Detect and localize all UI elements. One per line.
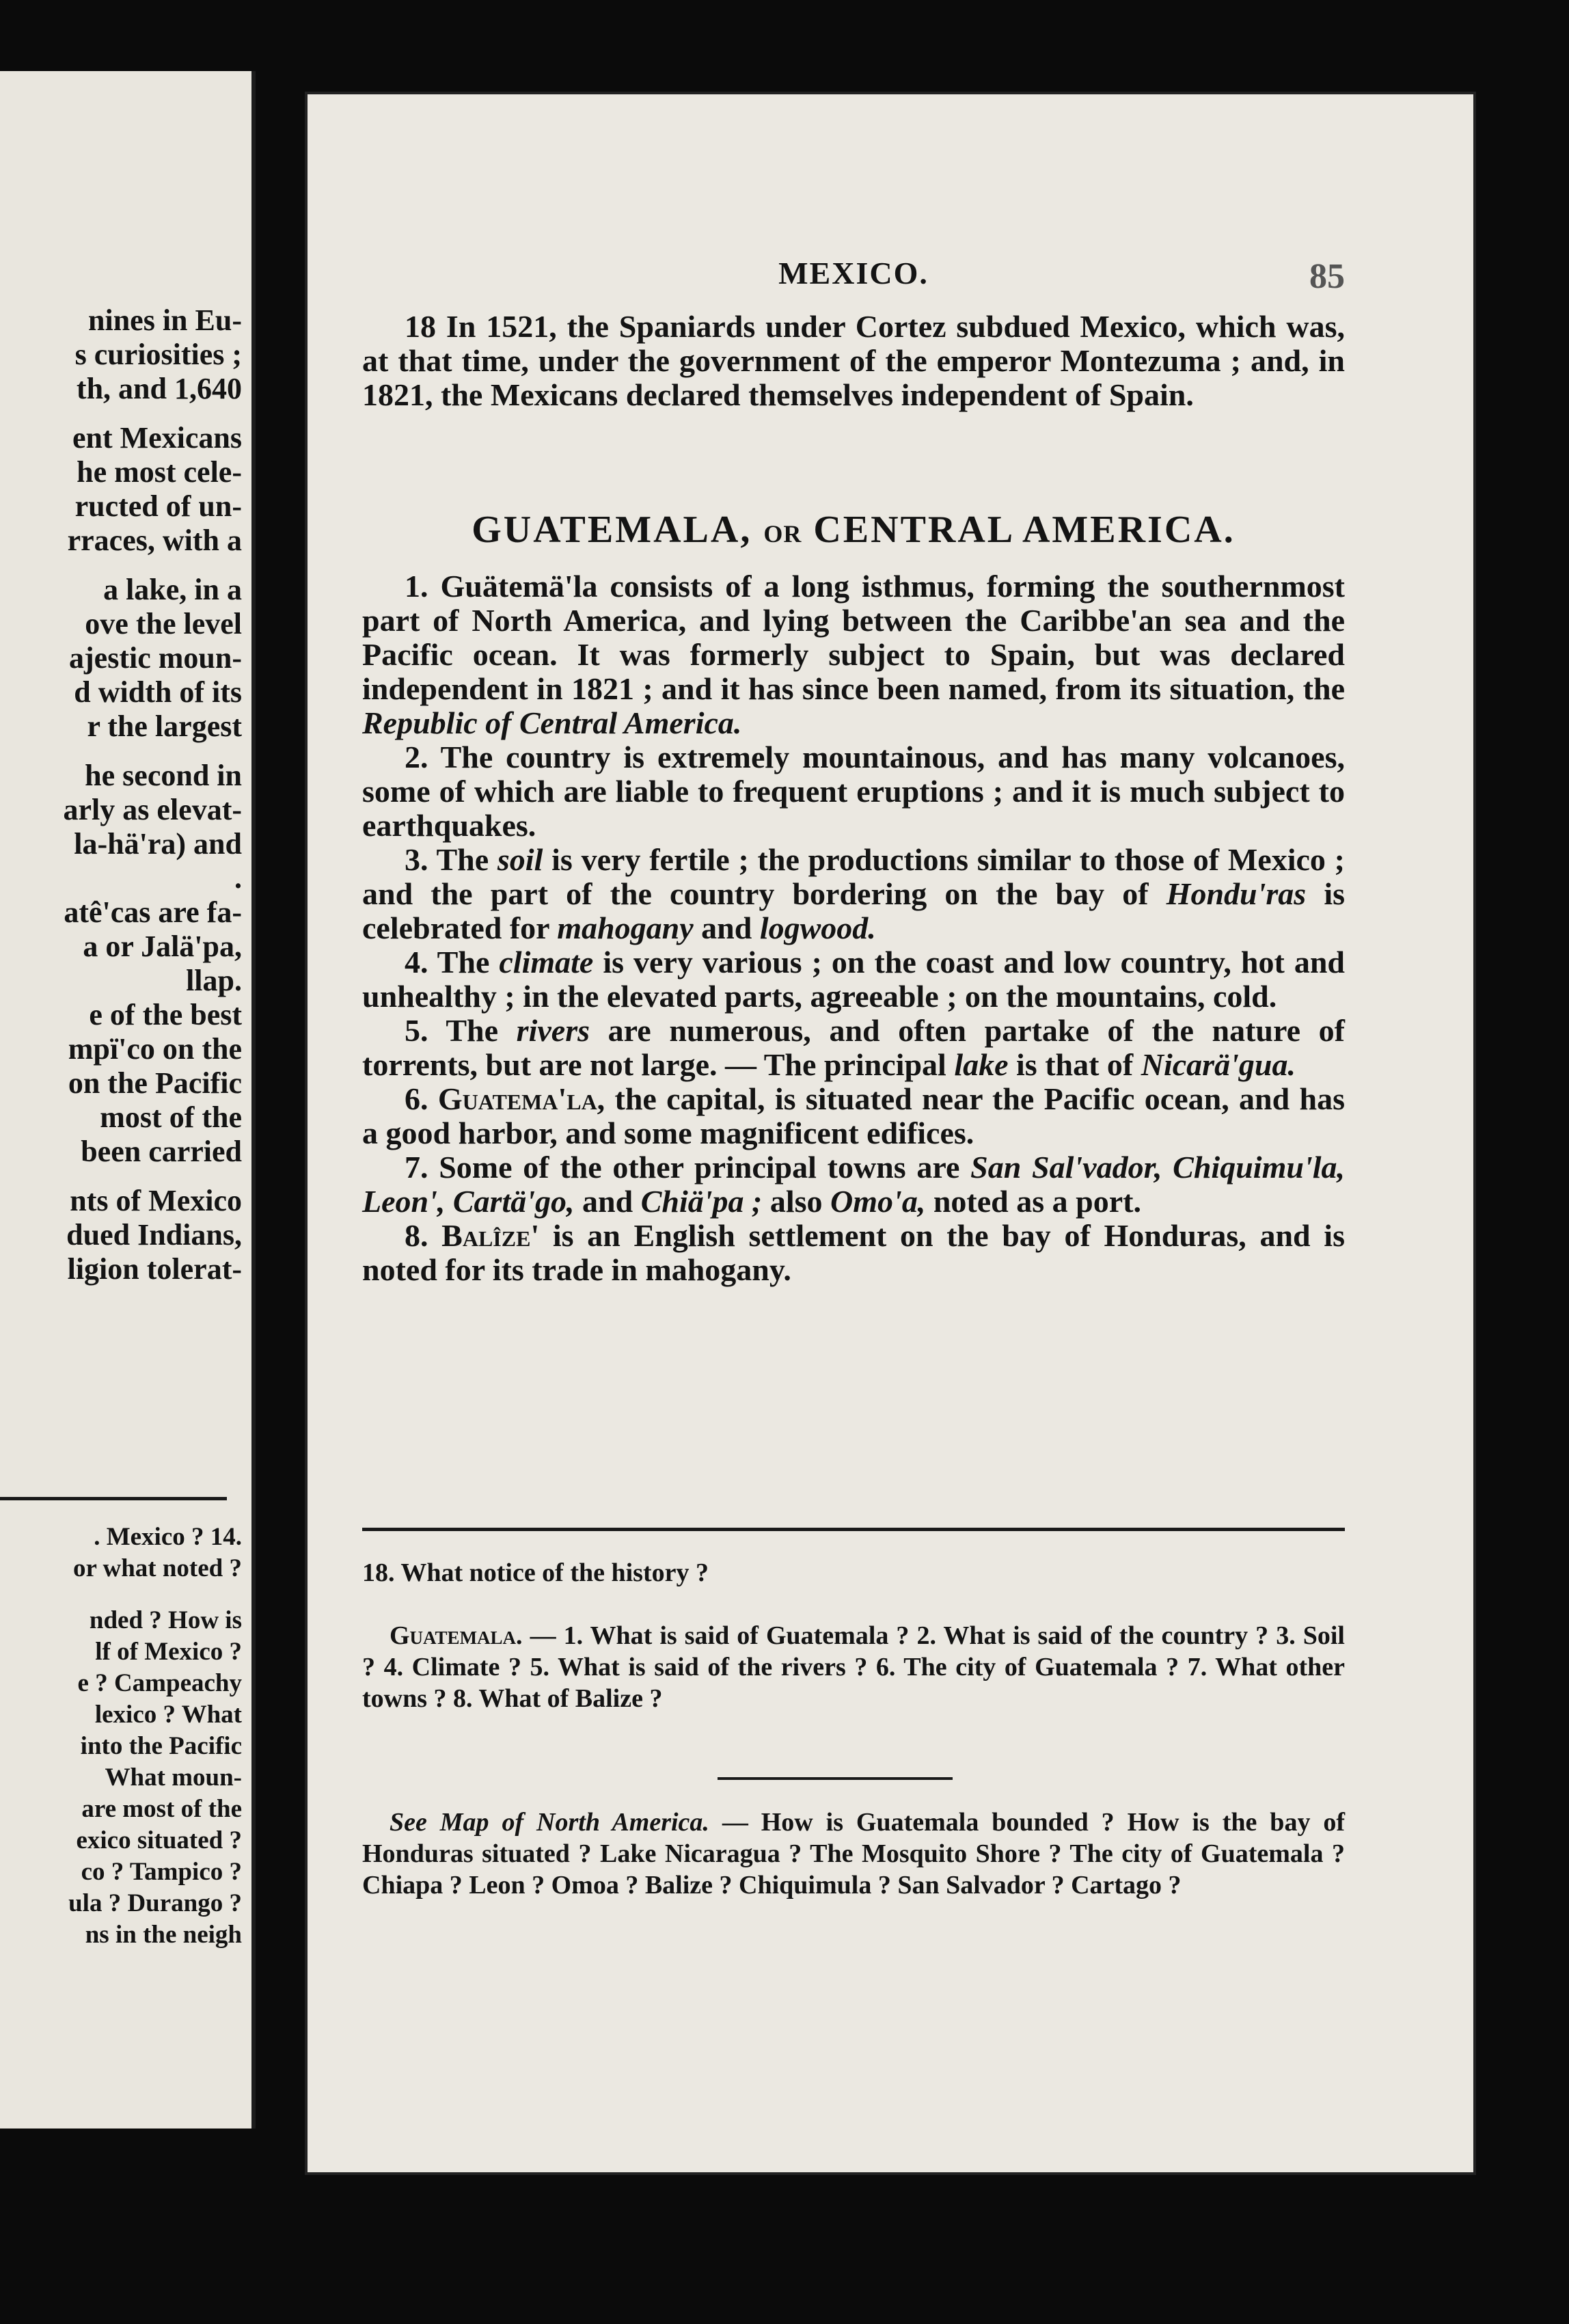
left-page-question-line: into the Pacific [80, 1732, 242, 1760]
left-page-question-line: What moun- [105, 1764, 242, 1792]
map-questions [362, 1807, 1345, 1901]
p3-mahogany: mahogany [557, 910, 694, 945]
left-page-line: rraces, with a [67, 524, 242, 557]
left-page-question-line: ula ? Durango ? [68, 1889, 242, 1917]
history-paragraph [362, 310, 1345, 412]
guatemala-questions [362, 1620, 1345, 1714]
left-page-line: ent Mexicans [72, 421, 242, 455]
paragraph-3 [362, 843, 1345, 945]
paragraph-6 [362, 1082, 1345, 1150]
heading-main: GUATEMALA, [472, 509, 752, 551]
p5-nicaragua: Nicarä'gua. [1141, 1047, 1296, 1082]
map-question-text: — How is Guatemala bounded ? How is the bay of Honduras situated ? Lake Nicaragua ? The Mosquito Shore ? The city of Guatemala ? Chiapa ? Leon ? Omoa ? Balize ? Chiquimula ? San Salvador ? Cartago ? [362, 1808, 1345, 1900]
p5-text-c: is that of [1008, 1047, 1141, 1082]
p3-text-d: and [693, 910, 760, 945]
left-page-line: ligion tolerat- [67, 1252, 242, 1286]
p8-balize: Balîze' [441, 1218, 540, 1253]
right-page [308, 94, 1473, 2172]
left-page-line: th, and 1,640 [76, 372, 242, 405]
guatemala-question-text: — 1. What is said of Guatemala ? 2. What is said of the country ? 3. Soil ? 4. Climate ? 5. What is said of the rivers ? 6. The city of Guatemala ? 7. What other towns ? 8. What of Balize ? [362, 1621, 1345, 1713]
guatemala-question-list [362, 1620, 1345, 1714]
p7-text-b: and [574, 1184, 641, 1219]
left-page-line: atê'cas are fa- [64, 895, 242, 929]
p3-text-a: 3. The [405, 842, 497, 877]
section-rule [362, 1528, 1345, 1531]
left-page-fragment [0, 71, 256, 2129]
left-page-line: mpï'co on the [68, 1032, 242, 1066]
left-page-line: he second in [85, 759, 242, 792]
section-heading [362, 508, 1345, 552]
paragraph-4 [362, 945, 1345, 1014]
left-page-question-line: co ? Tampico ? [81, 1858, 242, 1886]
left-page-question-line: e ? Campeachy [77, 1669, 242, 1697]
left-page-question-line: or what noted ? [72, 1554, 242, 1582]
p6-capital: Guatema'la, [437, 1081, 605, 1116]
left-page-line: arly as elevat- [63, 793, 242, 826]
p7-text-d: noted as a port. [925, 1184, 1141, 1219]
left-page-question-line: nded ? How is [89, 1606, 242, 1634]
left-page-line: most of the [100, 1100, 242, 1134]
left-page-line: dued Indians, [66, 1218, 242, 1252]
p4-climate: climate [499, 945, 594, 979]
p3-text-c: is celebrated for [362, 876, 1346, 945]
left-page-line: ove the level [85, 607, 242, 640]
p3-soil: soil [497, 842, 543, 877]
paragraph-1 [362, 569, 1345, 740]
heading-or: OR [763, 520, 802, 548]
running-head [362, 255, 1345, 303]
heading-rest: CENTRAL AMERICA. [813, 509, 1236, 551]
running-title: MEXICO. [778, 256, 929, 290]
left-page-question-line: are most of the [81, 1795, 242, 1823]
p7-text-c: also [762, 1184, 831, 1219]
p1-text: 1. Guätemä'la consists of a long isthmus, forming the southernmost part of North America, and lying between the Caribbe'an sea and the Pacific ocean. It was formerly subject to Spain, but was declared independent in 1821 ; and it has since been named, from its situation, the [362, 569, 1345, 706]
left-page-line: a lake, in a [103, 573, 242, 606]
p7-chiapa: Chiä'pa ; [640, 1184, 763, 1219]
left-page-line: s curiosities ; [74, 338, 242, 371]
p1-republic: Republic of Central America. [362, 705, 742, 740]
left-page-line: ajestic moun- [69, 641, 242, 675]
p3-text-b: is very fertile ; the productions similar to those of Mexico ; and the part of the country bordering on the bay of [362, 842, 1345, 911]
guatemala-label: Guatemala. [390, 1621, 523, 1650]
left-page-line: been carried [81, 1135, 242, 1168]
p5-lake: lake [954, 1047, 1009, 1082]
p6-text-a: 6. [405, 1081, 438, 1116]
left-page-line: llap. [186, 964, 242, 997]
left-page-question-line: ns in the neigh [85, 1921, 242, 1949]
p7-omoa: Omo'a, [830, 1184, 926, 1219]
history-question [362, 1557, 1345, 1589]
left-page-line: ructed of un- [74, 489, 242, 523]
left-page-question-line: exico situated ? [76, 1826, 242, 1854]
left-page-question-line: lexico ? What [94, 1701, 242, 1729]
short-rule [718, 1777, 953, 1780]
paragraph-7 [362, 1150, 1345, 1219]
left-page-line: r the largest [87, 710, 242, 743]
question-18: 18. What notice of the history ? [362, 1558, 709, 1587]
p3-honduras: Hondu'ras [1166, 876, 1307, 911]
left-page-line: nines in Eu- [88, 303, 242, 337]
p5-rivers: rivers [516, 1013, 590, 1048]
left-page-question-line: lf of Mexico ? [95, 1638, 242, 1666]
paragraph-2: 2. The country is extremely mountainous, and has many volcanoes, some of which are liable to frequent eruptions ; and it is much subject to earthquakes. [362, 740, 1345, 843]
p8-text-a: 8. [405, 1218, 442, 1253]
left-page-line: la-hä'ra) and [74, 827, 242, 861]
p3-logwood: logwood. [759, 910, 876, 945]
p4-text-b: is very various ; on the coast and low country, hot and unhealthy ; in the elevated parts, agreeable ; on the mountains, cold. [362, 945, 1345, 1014]
map-reference: See Map of North America. [390, 1808, 709, 1837]
left-page-line: nts of Mexico [70, 1184, 242, 1217]
left-page-line: he most cele- [77, 455, 242, 489]
p8-text-b: is an English settlement on the bay of Honduras, and is noted for its trade in mahogany. [362, 1218, 1345, 1287]
p4-text-a: 4. The [405, 945, 500, 979]
paragraph-5 [362, 1014, 1345, 1082]
paragraph-8 [362, 1219, 1345, 1287]
p6-text-b: the capital, is situated near the Pacific ocean, and has a good harbor, and some magnificent edifices. [362, 1081, 1345, 1150]
left-page-line: . [234, 861, 242, 895]
left-page-line: e of the best [89, 998, 242, 1031]
left-page-line: d width of its [74, 675, 242, 709]
p5-text-a: 5. The [405, 1013, 517, 1048]
p5-text-b: are numerous, and often partake of the nature of torrents, but are not large. — The principal [362, 1013, 1345, 1082]
left-page-rule [0, 1497, 227, 1500]
left-page-line: on the Pacific [68, 1066, 242, 1100]
page-number: 85 [1309, 257, 1345, 296]
numbered-paragraphs [362, 569, 1345, 1287]
left-page-question-line: . Mexico ? 14. [94, 1523, 242, 1551]
p7-towns: San Sal'vador, Chiquimu'la, Leon', Cartä'go, [362, 1150, 1345, 1219]
paragraph-18: 18 In 1521, the Spaniards under Cortez subdued Mexico, which was, at that time, under the government of the emperor Montezuma ; and, in 1821, the Mexicans declared themselves independent of Spain. [362, 309, 1345, 412]
map-question-list [362, 1807, 1345, 1901]
left-page-line: a or Jalä'pa, [83, 930, 242, 963]
p7-text-a: 7. Some of the other principal towns are [405, 1150, 971, 1185]
